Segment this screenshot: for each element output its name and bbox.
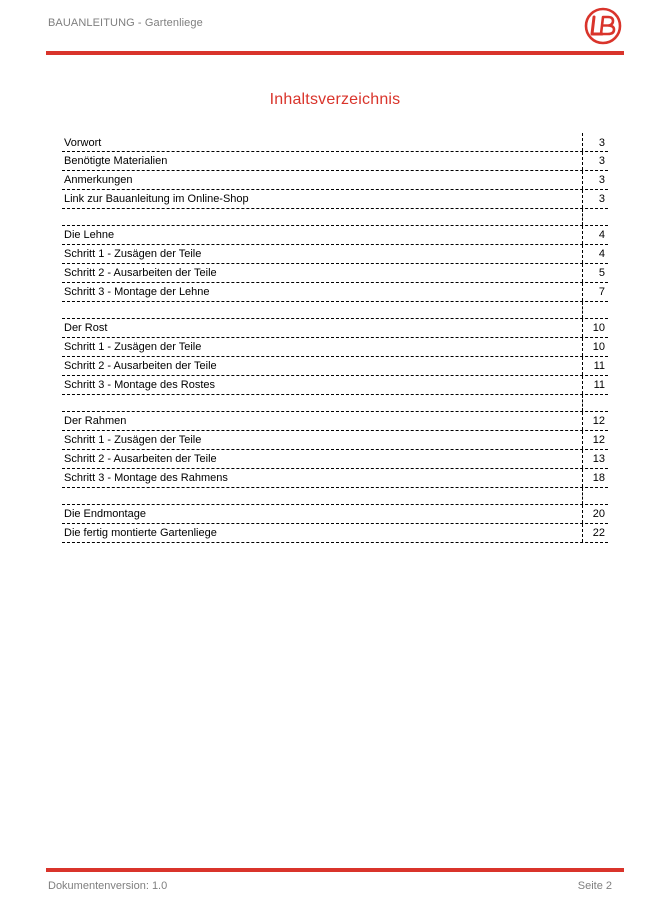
toc-entry-page: 3 — [582, 190, 608, 208]
toc-entry[interactable] — [62, 357, 608, 376]
toc-entry[interactable] — [62, 524, 608, 543]
toc-entry[interactable] — [62, 133, 608, 152]
toc-entry[interactable] — [62, 469, 608, 488]
toc-entry-label: Schritt 2 - Ausarbeiten der Teile — [64, 453, 217, 465]
toc-entry-label: Die fertig montierte Gartenliege — [64, 527, 217, 539]
toc-entry-label: Der Rost — [64, 322, 108, 334]
toc-entry-label: Schritt 3 - Montage des Rahmens — [64, 472, 228, 484]
toc-entry-page: 3 — [582, 171, 608, 189]
toc-entry[interactable] — [62, 245, 608, 264]
toc-group-separator — [62, 209, 608, 226]
brand-logo-icon — [584, 7, 622, 45]
toc-title: Inhaltsverzeichnis — [269, 91, 401, 108]
toc-entry-page: 18 — [582, 469, 608, 487]
toc-group — [62, 133, 608, 209]
toc-entry-label: Schritt 1 - Zusägen der Teile — [64, 248, 202, 260]
toc-entry-label: Schritt 3 - Montage des Rostes — [64, 379, 216, 391]
toc-entry-page: 11 — [582, 376, 608, 394]
toc-entry[interactable] — [62, 505, 608, 524]
toc-group-separator — [62, 395, 608, 412]
toc-group-separator — [62, 302, 608, 319]
toc-entry-page: 3 — [582, 152, 608, 170]
toc-entry[interactable] — [62, 264, 608, 283]
toc-entry-page: 3 — [582, 133, 608, 151]
toc-entry-label: Benötigte Materialien — [64, 155, 168, 167]
toc-entry[interactable] — [62, 283, 608, 302]
toc-entry-page: 5 — [582, 264, 608, 282]
toc-entry-page: 4 — [582, 245, 608, 263]
toc-entry[interactable] — [62, 450, 608, 469]
toc-entry[interactable] — [62, 338, 608, 357]
toc-entry-page: 12 — [582, 412, 608, 430]
toc-entry[interactable] — [62, 431, 608, 450]
toc-entry-page: 22 — [582, 524, 608, 542]
toc-entry-page: 10 — [582, 319, 608, 337]
toc-entry[interactable] — [62, 190, 608, 209]
toc-entry[interactable] — [62, 171, 608, 190]
toc-entry-label: Schritt 1 - Zusägen der Teile — [64, 341, 202, 353]
toc-entry-page: 11 — [582, 357, 608, 375]
toc-entry-label: Die Endmontage — [64, 508, 146, 520]
toc-entry-page: 10 — [582, 338, 608, 356]
toc-entry-label: Der Rahmen — [64, 415, 127, 427]
toc-entry-label: Anmerkungen — [64, 174, 133, 186]
toc-entry-label: Schritt 1 - Zusägen der Teile — [64, 434, 202, 446]
toc-entry[interactable] — [62, 319, 608, 338]
toc-entry-label: Die Lehne — [64, 229, 115, 241]
toc-entry[interactable] — [62, 412, 608, 431]
toc-entry[interactable] — [62, 226, 608, 245]
toc-entry-label: Vorwort — [64, 137, 102, 149]
toc-group — [62, 412, 608, 488]
toc-entry-page: 13 — [582, 450, 608, 468]
page-number: Seite 2 — [577, 880, 612, 892]
toc-entry-label: Schritt 3 - Montage der Lehne — [64, 286, 210, 298]
toc-group — [62, 226, 608, 302]
toc-group — [62, 505, 608, 543]
toc-entry-page: 7 — [582, 283, 608, 301]
toc-entry-label: Schritt 2 - Ausarbeiten der Teile — [64, 360, 217, 372]
toc-entry[interactable] — [62, 152, 608, 171]
document-version: Dokumentenversion: 1.0 — [48, 880, 168, 892]
toc-entry-label: Link zur Bauanleitung im Online-Shop — [64, 193, 249, 205]
footer-rule — [46, 868, 624, 872]
toc-entry-page: 4 — [582, 226, 608, 244]
toc-group — [62, 319, 608, 395]
toc-entry-page: 12 — [582, 431, 608, 449]
table-of-contents — [62, 133, 608, 543]
header-title: BAUANLEITUNG - Gartenliege — [48, 17, 203, 29]
toc-group-separator — [62, 488, 608, 505]
toc-entry-page: 20 — [582, 505, 608, 523]
header-rule — [46, 51, 624, 55]
toc-entry-label: Schritt 2 - Ausarbeiten der Teile — [64, 267, 217, 279]
toc-entry[interactable] — [62, 376, 608, 395]
